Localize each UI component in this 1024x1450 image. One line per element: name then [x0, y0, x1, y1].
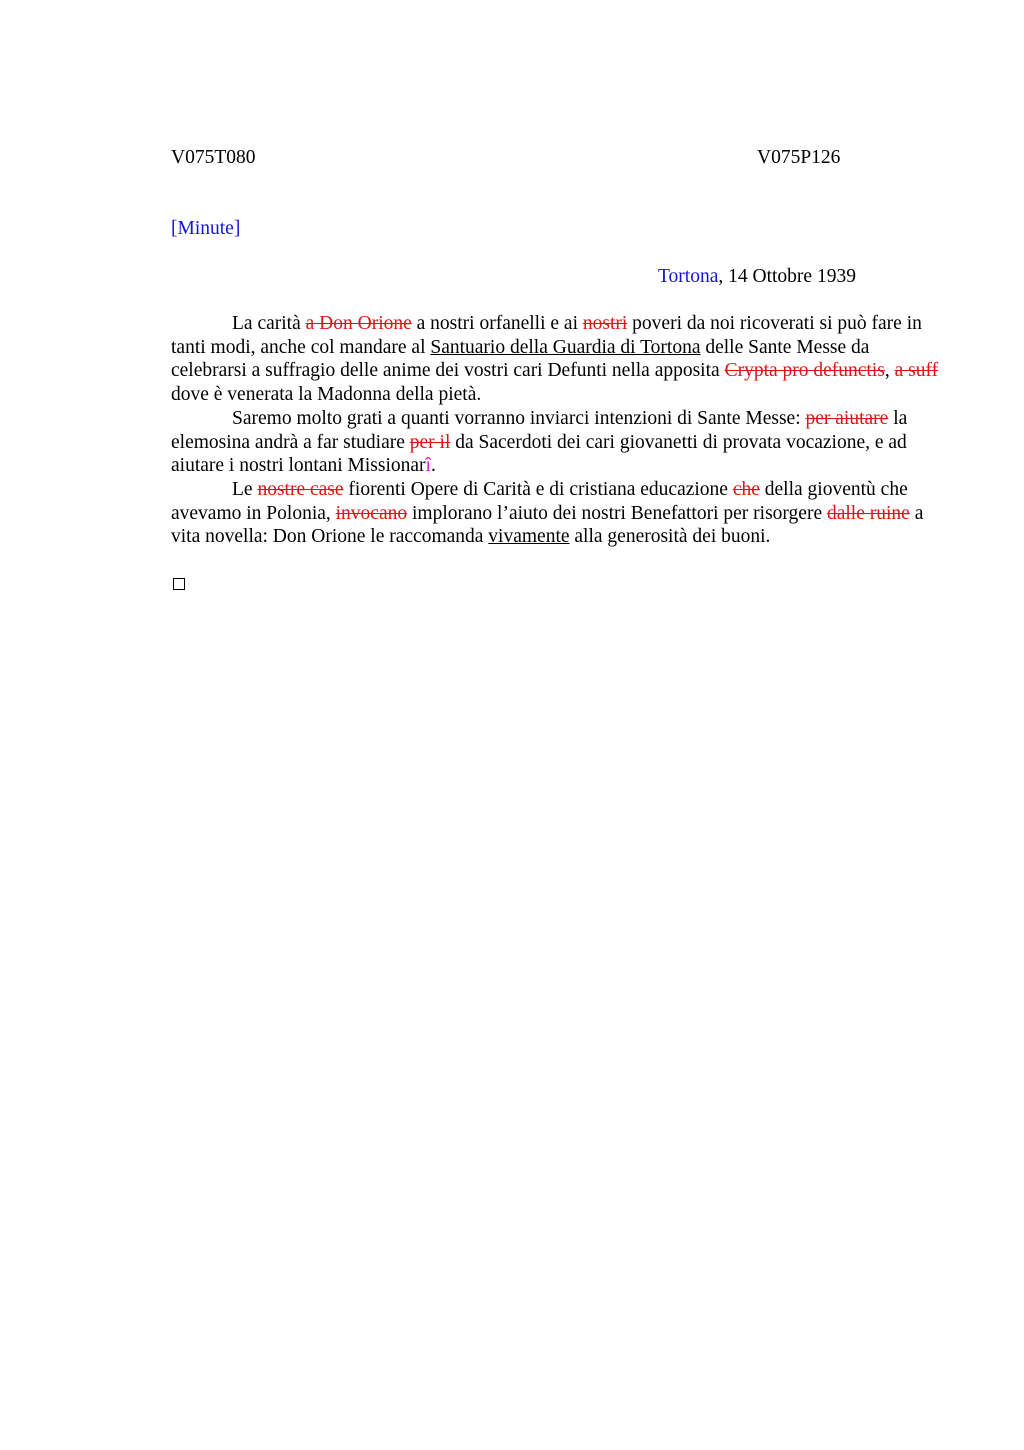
dateline	[658, 265, 856, 289]
underlined-text: vivamente	[488, 526, 570, 548]
dateline-place: Tortona	[658, 266, 719, 287]
underlined-text: Santuario della Guardia di Tortona	[430, 336, 701, 358]
letter-body	[171, 312, 941, 549]
correction-mark: î	[425, 455, 431, 477]
text-run: a nostri orfanelli e ai	[411, 313, 583, 334]
text-run: alla generosità dei buoni.	[569, 526, 771, 548]
deleted-text: nostri	[582, 313, 628, 334]
text-run: fiorenti Opere di Carità e di cristiana educazione	[343, 478, 733, 500]
deleted-text: Crypta pro defunctis	[724, 360, 885, 382]
empty-square-icon	[173, 578, 185, 590]
text-run: implorano l’aiuto dei nostri Benefattori per risorgere	[407, 502, 827, 524]
deleted-text: nostre case	[257, 478, 344, 500]
document-code-right: V075P126	[757, 147, 841, 168]
text-run: ,	[884, 360, 895, 382]
text-run: la elemosina andrà a far studiare	[171, 407, 908, 453]
paragraph-2	[171, 407, 941, 478]
document-code-left: V075T080	[171, 147, 256, 168]
text-run: Saremo molto grati a quanti vorranno inviarci intenzioni di Sante Messe:	[232, 407, 806, 429]
text-run: dove è venerata la Madonna della pietà.	[171, 384, 482, 406]
deleted-text: per il	[409, 431, 451, 453]
text-run: da Sacerdoti dei cari giovanetti di provata vocazione, e ad aiutare i nostri lontani Missionar	[171, 431, 907, 477]
deleted-text: dalle ruine	[826, 502, 910, 524]
paragraph-1	[171, 312, 941, 407]
text-run: poveri da noi ricoverati si può fare in tanti modi, anche col mandare al	[171, 313, 922, 358]
text-run: delle Sante Messe da celebrarsi a suffragio delle anime dei vostri cari Defunti nella apposita	[171, 336, 870, 382]
deleted-text: a Don Orione	[305, 313, 412, 334]
minute-label: [Minute]	[171, 218, 241, 239]
text-run: La carità	[232, 313, 306, 334]
text-run: .	[430, 455, 436, 477]
deleted-text: invocano	[335, 502, 408, 524]
paragraph-3	[171, 478, 941, 549]
deleted-text: per aiutare	[805, 407, 889, 429]
dateline-date: , 14 Ottobre 1939	[718, 266, 856, 287]
deleted-text: a suff	[894, 360, 939, 382]
text-run: della gioventù che avevamo in Polonia,	[171, 478, 908, 524]
deleted-text: che	[732, 478, 760, 500]
text-run: a vita novella: Don Orione le raccomanda	[171, 502, 924, 548]
text-run: Le	[232, 478, 258, 500]
